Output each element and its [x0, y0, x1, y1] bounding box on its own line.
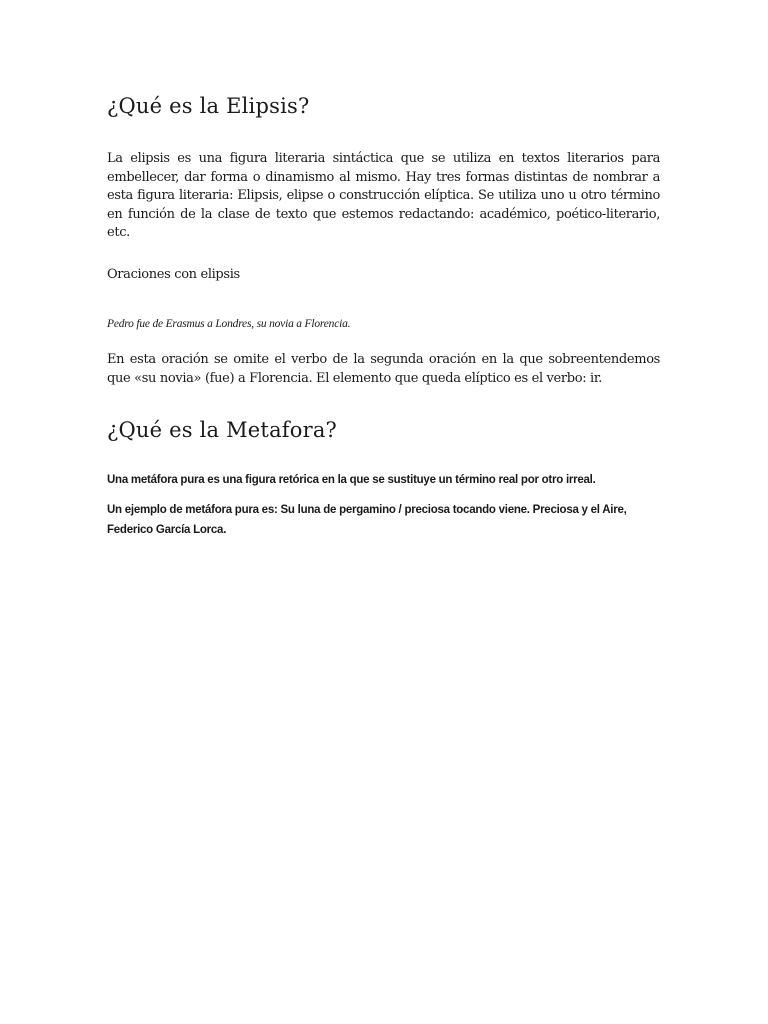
elipsis-intro-paragraph: La elipsis es una figura literaria sintáctica que se utiliza en textos literarios para embellecer, dar forma o dinamismo al mismo. Hay tres formas distintas de nombrar a esta figura literaria: Elipsis, elipse o construcción elíptica. Se utiliza uno u otro término en función de la clase de texto que estemos redactando: académico, poético-literario, etc.: [107, 151, 660, 240]
metafora-example: Un ejemplo de metáfora pura es: Su luna de pergamino / preciosa tocando viene. Preciosa y el Aire, Federico García Lorca.: [107, 504, 627, 536]
elipsis-explanation-paragraph: En esta oración se omite el verbo de la segunda oración en la que sobreentendemos que «su novia» (fue) a Florencia. El elemento que queda elíptico es el verbo: ir.: [107, 352, 660, 386]
elipsis-example-sentence: Pedro fue de Erasmus a Londres, su novia a Florencia.: [107, 318, 351, 330]
metafora-definition: Una metáfora pura es una figura retórica en la que se sustituye un término real por otro irreal.: [107, 474, 596, 486]
heading-metafora: ¿Qué es la Metafora?: [107, 418, 338, 442]
elipsis-subtitle: Oraciones con elipsis: [107, 267, 240, 282]
heading-elipsis: ¿Qué es la Elipsis?: [107, 94, 310, 118]
